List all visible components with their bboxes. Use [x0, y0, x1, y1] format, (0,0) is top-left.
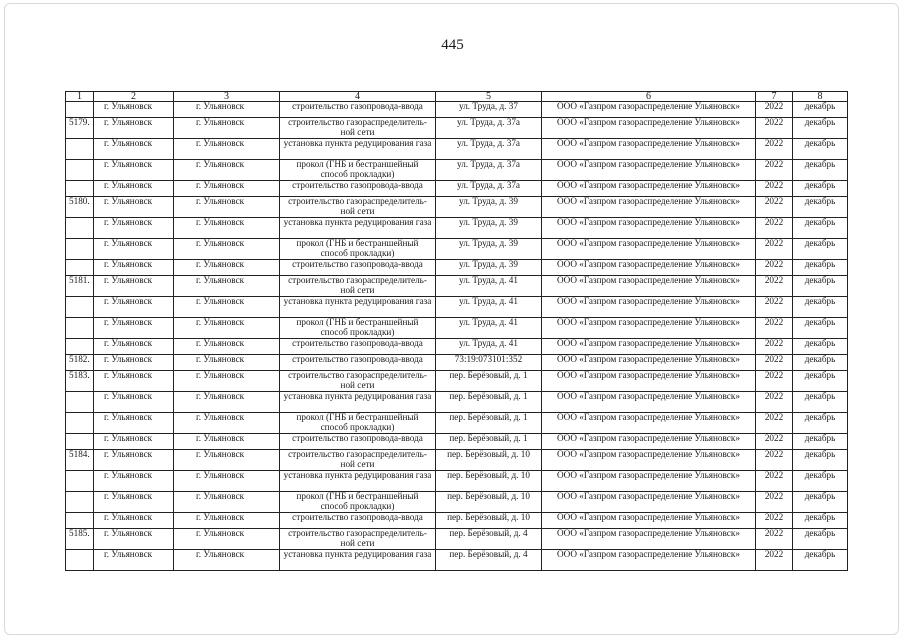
cell-work-type: установка пункта редуцирования газа — [280, 471, 436, 492]
cell-month: декабрь — [793, 260, 848, 276]
cell-municipality: г. Ульяновск — [94, 276, 174, 297]
cell-work-type: строительство газораспределитель-ной сети — [280, 276, 436, 297]
cell-organization: ООО «Газпром газораспределение Ульяновск» — [542, 276, 756, 297]
cell-municipality: г. Ульяновск — [94, 160, 174, 181]
cell-organization: ООО «Газпром газораспределение Ульяновск» — [542, 492, 756, 513]
cell-municipality: г. Ульяновск — [94, 260, 174, 276]
cell-settlement: г. Ульяновск — [174, 471, 280, 492]
cell-month: декабрь — [793, 160, 848, 181]
cell-number — [66, 160, 94, 181]
table-row — [66, 471, 848, 492]
cell-work-type: строительство газопровода-ввода — [280, 260, 436, 276]
cell-address: пер. Берёзовый, д. 4 — [436, 550, 542, 571]
cell-municipality: г. Ульяновск — [94, 218, 174, 239]
cell-address: пер. Берёзовый, д. 1 — [436, 371, 542, 392]
cell-number: 5185. — [66, 529, 94, 550]
cell-year: 2022 — [756, 392, 793, 413]
cell-month: декабрь — [793, 355, 848, 371]
cell-municipality: г. Ульяновск — [94, 492, 174, 513]
cell-year: 2022 — [756, 139, 793, 160]
cell-settlement: г. Ульяновск — [174, 139, 280, 160]
cell-address: ул. Труда, д. 37а — [436, 139, 542, 160]
cell-settlement: г. Ульяновск — [174, 434, 280, 450]
cell-municipality: г. Ульяновск — [94, 471, 174, 492]
cell-month: декабрь — [793, 550, 848, 571]
cell-month: декабрь — [793, 218, 848, 239]
cell-address: пер. Берёзовый, д. 10 — [436, 450, 542, 471]
cell-address: ул. Труда, д. 39 — [436, 197, 542, 218]
cell-year: 2022 — [756, 492, 793, 513]
cell-municipality: г. Ульяновск — [94, 318, 174, 339]
cell-settlement: г. Ульяновск — [174, 239, 280, 260]
cell-number — [66, 339, 94, 355]
cell-settlement: г. Ульяновск — [174, 492, 280, 513]
cell-organization: ООО «Газпром газораспределение Ульяновск» — [542, 139, 756, 160]
cell-address: ул. Труда, д. 39 — [436, 260, 542, 276]
cell-address: ул. Труда, д. 37 — [436, 102, 542, 118]
cell-work-type: строительство газораспределитель-ной сети — [280, 118, 436, 139]
table-row — [66, 450, 848, 471]
cell-month: декабрь — [793, 139, 848, 160]
cell-work-type: строительство газопровода-ввода — [280, 434, 436, 450]
header-cell-6: 6 — [542, 92, 756, 102]
table-row — [66, 160, 848, 181]
cell-settlement: г. Ульяновск — [174, 550, 280, 571]
cell-organization: ООО «Газпром газораспределение Ульяновск» — [542, 160, 756, 181]
cell-settlement: г. Ульяновск — [174, 318, 280, 339]
cell-number: 5183. — [66, 371, 94, 392]
cell-organization: ООО «Газпром газораспределение Ульяновск» — [542, 371, 756, 392]
table-row — [66, 492, 848, 513]
cell-month: декабрь — [793, 392, 848, 413]
cell-number — [66, 297, 94, 318]
page-number: 445 — [441, 37, 464, 53]
cell-settlement: г. Ульяновск — [174, 297, 280, 318]
cell-address: пер. Берёзовый, д. 10 — [436, 513, 542, 529]
cell-organization: ООО «Газпром газораспределение Ульяновск» — [542, 339, 756, 355]
cell-year: 2022 — [756, 239, 793, 260]
cell-settlement: г. Ульяновск — [174, 102, 280, 118]
cell-municipality: г. Ульяновск — [94, 197, 174, 218]
cell-settlement: г. Ульяновск — [174, 392, 280, 413]
cell-month: декабрь — [793, 529, 848, 550]
cell-organization: ООО «Газпром газораспределение Ульяновск» — [542, 218, 756, 239]
cell-year: 2022 — [756, 218, 793, 239]
cell-municipality: г. Ульяновск — [94, 434, 174, 450]
cell-month: декабрь — [793, 513, 848, 529]
cell-organization: ООО «Газпром газораспределение Ульяновск» — [542, 513, 756, 529]
cell-work-type: прокол (ГНБ и бестраншейный способ прокладки) — [280, 413, 436, 434]
cell-number — [66, 413, 94, 434]
header-cell-1: 1 — [66, 92, 94, 102]
table-row — [66, 434, 848, 450]
cell-address: пер. Берёзовый, д. 1 — [436, 392, 542, 413]
cell-organization: ООО «Газпром газораспределение Ульяновск» — [542, 355, 756, 371]
cell-organization: ООО «Газпром газораспределение Ульяновск» — [542, 102, 756, 118]
cell-settlement: г. Ульяновск — [174, 371, 280, 392]
cell-work-type: прокол (ГНБ и бестраншейный способ прокладки) — [280, 160, 436, 181]
register-table — [65, 91, 848, 571]
cell-organization: ООО «Газпром газораспределение Ульяновск» — [542, 450, 756, 471]
cell-month: декабрь — [793, 434, 848, 450]
table-row — [66, 102, 848, 118]
table-row — [66, 371, 848, 392]
cell-work-type: строительство газопровода-ввода — [280, 102, 436, 118]
cell-address: пер. Берёзовый, д. 10 — [436, 492, 542, 513]
cell-organization: ООО «Газпром газораспределение Ульяновск» — [542, 550, 756, 571]
table-row — [66, 550, 848, 571]
cell-number — [66, 492, 94, 513]
cell-settlement: г. Ульяновск — [174, 260, 280, 276]
cell-month: декабрь — [793, 339, 848, 355]
cell-year: 2022 — [756, 355, 793, 371]
cell-month: декабрь — [793, 276, 848, 297]
cell-work-type: строительство газораспределитель-ной сети — [280, 197, 436, 218]
cell-work-type: строительство газораспределитель-ной сети — [280, 371, 436, 392]
cell-year: 2022 — [756, 181, 793, 197]
cell-work-type: установка пункта редуцирования газа — [280, 297, 436, 318]
header-row — [66, 92, 848, 102]
cell-organization: ООО «Газпром газораспределение Ульяновск» — [542, 318, 756, 339]
table-row — [66, 529, 848, 550]
cell-municipality: г. Ульяновск — [94, 513, 174, 529]
cell-address: пер. Берёзовый, д. 10 — [436, 471, 542, 492]
cell-work-type: прокол (ГНБ и бестраншейный способ прокладки) — [280, 318, 436, 339]
cell-month: декабрь — [793, 450, 848, 471]
header-cell-2: 2 — [94, 92, 174, 102]
header-cell-4: 4 — [280, 92, 436, 102]
cell-number — [66, 181, 94, 197]
cell-number: 5181. — [66, 276, 94, 297]
cell-year: 2022 — [756, 297, 793, 318]
table-row — [66, 239, 848, 260]
table-row — [66, 260, 848, 276]
cell-settlement: г. Ульяновск — [174, 513, 280, 529]
table-row — [66, 276, 848, 297]
table-row — [66, 297, 848, 318]
cell-settlement: г. Ульяновск — [174, 118, 280, 139]
table-row — [66, 355, 848, 371]
table-row — [66, 339, 848, 355]
header-cell-7: 7 — [756, 92, 793, 102]
cell-number — [66, 392, 94, 413]
cell-municipality: г. Ульяновск — [94, 355, 174, 371]
table-row — [66, 318, 848, 339]
cell-municipality: г. Ульяновск — [94, 529, 174, 550]
cell-month: декабрь — [793, 318, 848, 339]
cell-municipality: г. Ульяновск — [94, 102, 174, 118]
cell-organization: ООО «Газпром газораспределение Ульяновск» — [542, 297, 756, 318]
cell-address: ул. Труда, д. 41 — [436, 339, 542, 355]
cell-organization: ООО «Газпром газораспределение Ульяновск» — [542, 434, 756, 450]
cell-number: 5180. — [66, 197, 94, 218]
cell-municipality: г. Ульяновск — [94, 413, 174, 434]
cell-month: декабрь — [793, 413, 848, 434]
cell-work-type: установка пункта редуцирования газа — [280, 139, 436, 160]
cell-number: 5182. — [66, 355, 94, 371]
cell-settlement: г. Ульяновск — [174, 276, 280, 297]
cell-month: декабрь — [793, 471, 848, 492]
cell-year: 2022 — [756, 529, 793, 550]
table-row — [66, 392, 848, 413]
cell-address: 73:19:073101:352 — [436, 355, 542, 371]
cell-work-type: прокол (ГНБ и бестраншейный способ прокладки) — [280, 492, 436, 513]
cell-month: декабрь — [793, 371, 848, 392]
cell-year: 2022 — [756, 260, 793, 276]
cell-number — [66, 260, 94, 276]
cell-year: 2022 — [756, 339, 793, 355]
cell-settlement: г. Ульяновск — [174, 197, 280, 218]
table-row — [66, 513, 848, 529]
header-cell-5: 5 — [436, 92, 542, 102]
cell-settlement: г. Ульяновск — [174, 339, 280, 355]
cell-municipality: г. Ульяновск — [94, 239, 174, 260]
cell-work-type: прокол (ГНБ и бестраншейный способ прокладки) — [280, 239, 436, 260]
cell-address: ул. Труда, д. 41 — [436, 276, 542, 297]
cell-number — [66, 550, 94, 571]
cell-organization: ООО «Газпром газораспределение Ульяновск» — [542, 181, 756, 197]
cell-municipality: г. Ульяновск — [94, 181, 174, 197]
cell-number — [66, 434, 94, 450]
cell-work-type: строительство газораспределитель-ной сети — [280, 529, 436, 550]
cell-month: декабрь — [793, 197, 848, 218]
cell-address: ул. Труда, д. 37а — [436, 160, 542, 181]
cell-municipality: г. Ульяновск — [94, 118, 174, 139]
cell-year: 2022 — [756, 102, 793, 118]
cell-address: пер. Берёзовый, д. 1 — [436, 413, 542, 434]
cell-number — [66, 102, 94, 118]
cell-year: 2022 — [756, 197, 793, 218]
cell-month: декабрь — [793, 181, 848, 197]
cell-municipality: г. Ульяновск — [94, 550, 174, 571]
cell-month: декабрь — [793, 239, 848, 260]
cell-municipality: г. Ульяновск — [94, 392, 174, 413]
cell-year: 2022 — [756, 276, 793, 297]
cell-settlement: г. Ульяновск — [174, 160, 280, 181]
cell-address: ул. Труда, д. 39 — [436, 239, 542, 260]
cell-year: 2022 — [756, 434, 793, 450]
cell-organization: ООО «Газпром газораспределение Ульяновск» — [542, 260, 756, 276]
cell-work-type: установка пункта редуцирования газа — [280, 392, 436, 413]
table-row — [66, 181, 848, 197]
cell-address: ул. Труда, д. 41 — [436, 297, 542, 318]
cell-year: 2022 — [756, 371, 793, 392]
cell-number — [66, 218, 94, 239]
cell-work-type: строительство газопровода-ввода — [280, 355, 436, 371]
cell-address: ул. Труда, д. 41 — [436, 318, 542, 339]
cell-month: декабрь — [793, 102, 848, 118]
table-row — [66, 197, 848, 218]
cell-organization: ООО «Газпром газораспределение Ульяновск» — [542, 529, 756, 550]
cell-year: 2022 — [756, 513, 793, 529]
cell-organization: ООО «Газпром газораспределение Ульяновск» — [542, 413, 756, 434]
cell-municipality: г. Ульяновск — [94, 371, 174, 392]
cell-settlement: г. Ульяновск — [174, 218, 280, 239]
cell-municipality: г. Ульяновск — [94, 297, 174, 318]
cell-municipality: г. Ульяновск — [94, 339, 174, 355]
cell-organization: ООО «Газпром газораспределение Ульяновск» — [542, 471, 756, 492]
cell-settlement: г. Ульяновск — [174, 181, 280, 197]
cell-work-type: строительство газопровода-ввода — [280, 513, 436, 529]
cell-settlement: г. Ульяновск — [174, 450, 280, 471]
cell-year: 2022 — [756, 318, 793, 339]
table-row — [66, 218, 848, 239]
cell-number — [66, 513, 94, 529]
cell-work-type: строительство газораспределитель-ной сети — [280, 450, 436, 471]
cell-number — [66, 239, 94, 260]
cell-address: ул. Труда, д. 37а — [436, 181, 542, 197]
cell-address: ул. Труда, д. 37а — [436, 118, 542, 139]
cell-municipality: г. Ульяновск — [94, 139, 174, 160]
cell-month: декабрь — [793, 492, 848, 513]
table-row — [66, 413, 848, 434]
cell-address: ул. Труда, д. 39 — [436, 218, 542, 239]
cell-organization: ООО «Газпром газораспределение Ульяновск» — [542, 392, 756, 413]
cell-work-type: строительство газопровода-ввода — [280, 181, 436, 197]
cell-municipality: г. Ульяновск — [94, 450, 174, 471]
cell-settlement: г. Ульяновск — [174, 413, 280, 434]
cell-number — [66, 318, 94, 339]
cell-year: 2022 — [756, 413, 793, 434]
cell-settlement: г. Ульяновск — [174, 529, 280, 550]
cell-work-type: установка пункта редуцирования газа — [280, 550, 436, 571]
cell-number: 5179. — [66, 118, 94, 139]
header-cell-3: 3 — [174, 92, 280, 102]
cell-year: 2022 — [756, 118, 793, 139]
cell-organization: ООО «Газпром газораспределение Ульяновск» — [542, 118, 756, 139]
cell-work-type: строительство газопровода-ввода — [280, 339, 436, 355]
cell-year: 2022 — [756, 550, 793, 571]
cell-number — [66, 471, 94, 492]
cell-organization: ООО «Газпром газораспределение Ульяновск» — [542, 197, 756, 218]
cell-organization: ООО «Газпром газораспределение Ульяновск» — [542, 239, 756, 260]
cell-work-type: установка пункта редуцирования газа — [280, 218, 436, 239]
cell-year: 2022 — [756, 160, 793, 181]
cell-address: пер. Берёзовый, д. 1 — [436, 434, 542, 450]
header-cell-8: 8 — [793, 92, 848, 102]
cell-number: 5184. — [66, 450, 94, 471]
table-row — [66, 118, 848, 139]
cell-address: пер. Берёзовый, д. 4 — [436, 529, 542, 550]
cell-number — [66, 139, 94, 160]
cell-settlement: г. Ульяновск — [174, 355, 280, 371]
table-row — [66, 139, 848, 160]
cell-month: декабрь — [793, 297, 848, 318]
cell-year: 2022 — [756, 450, 793, 471]
cell-year: 2022 — [756, 471, 793, 492]
cell-month: декабрь — [793, 118, 848, 139]
